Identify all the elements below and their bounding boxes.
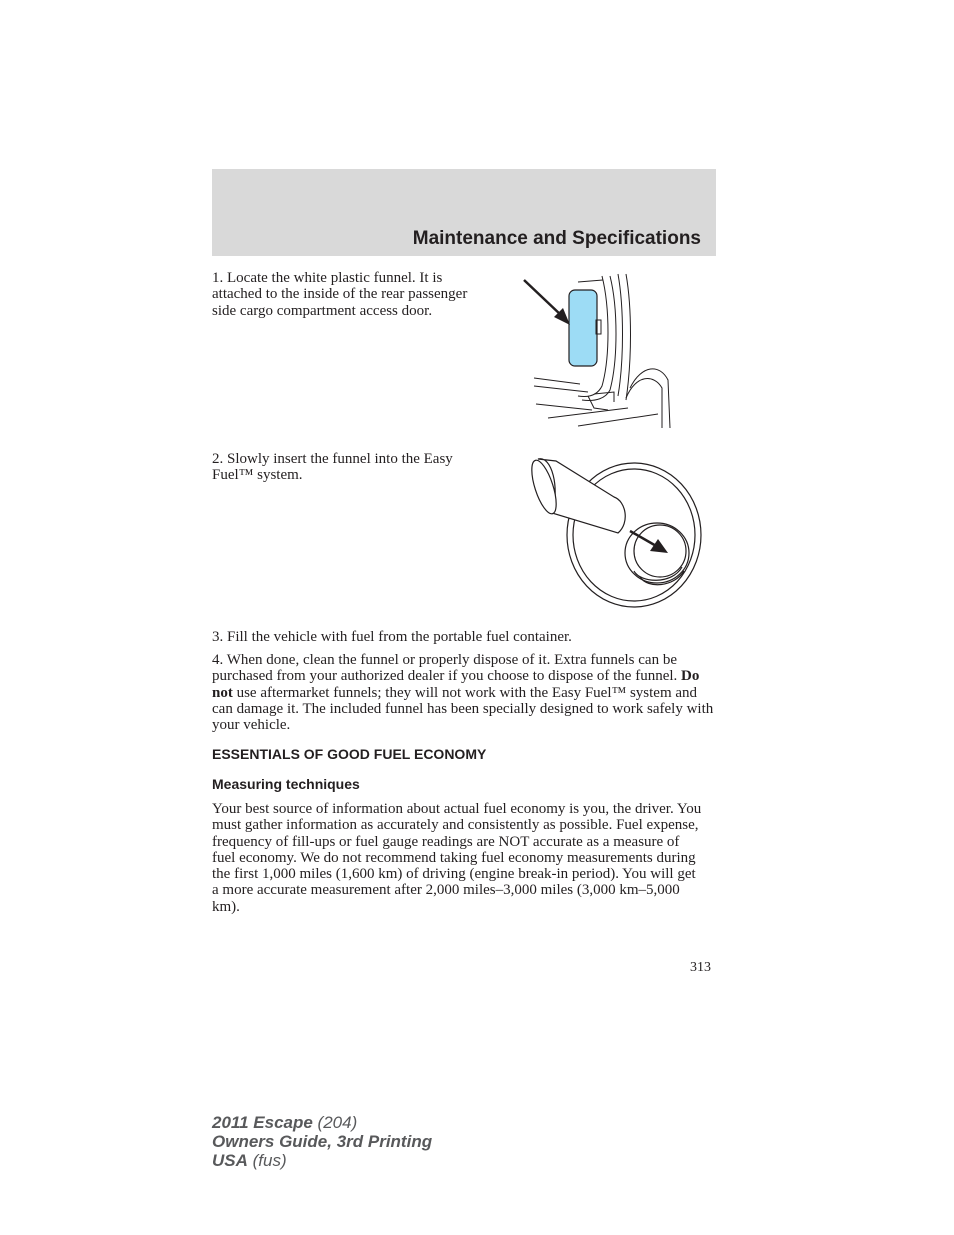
step-4-text [212,652,716,733]
header-band [212,169,716,256]
footer-line-3 [212,1151,432,1170]
footer-printing: Owners Guide, 3rd Printing [212,1132,433,1151]
document-footer [212,1113,432,1170]
do-not-emphasis: Do not [212,668,700,701]
body-paragraph: Your best source of information about actual fuel economy is you, the driver. You must gather information as accurately and consistently as possible. Fuel expense, frequency of fill-ups or fuel gauge readings are NOT accurate as a measure of fuel economy. We do not recommend taking fuel economy measurements during the first 1,000 miles (1,600 km) of driving (engine break-in period). You will get a more accurate measurement after 2,000 miles–3,000 miles (3,000 km–5,000 km). [212,801,702,915]
footer-line-1 [212,1113,432,1132]
step-4-text-b: use aftermarket funnels; they will not work with the Easy Fuel™ system and can damage it. The included funnel has been specially designed to work safely with your vehicle. [212,684,714,734]
step-3-text: 3. Fill the vehicle with fuel from the portable fuel container. [212,629,572,645]
footer-model: 2011 Escape [212,1113,313,1132]
step-1-text: 1. Locate the white plastic funnel. It is attached to the inside of the rear passenger side cargo compartment access door. [212,270,468,319]
page-title: Maintenance and Specifications [412,228,701,249]
footer-market: USA [212,1151,248,1170]
footer-model-code: (204) [312,1113,358,1132]
footer-line-2 [212,1132,432,1151]
page-number: 313 [690,960,711,975]
subsection-heading: Measuring techniques [212,776,360,792]
funnel-shape [527,458,625,533]
funnel-location-illustration [518,268,674,434]
funnel-highlight [569,290,597,366]
step-4-text-a: 4. When done, clean the funnel or properly dispose of it. Extra funnels can be purchased from your authorized dealer if you choose to dispose of the funnel. [212,652,682,685]
footer-market-code: (fus) [247,1151,287,1170]
section-heading: ESSENTIALS OF GOOD FUEL ECONOMY [212,746,487,762]
funnel-insert-illustration [522,453,706,609]
pointer-arrow-icon [524,280,570,325]
step-2-text: 2. Slowly insert the funnel into the Easy Fuel™ system. [212,451,453,484]
